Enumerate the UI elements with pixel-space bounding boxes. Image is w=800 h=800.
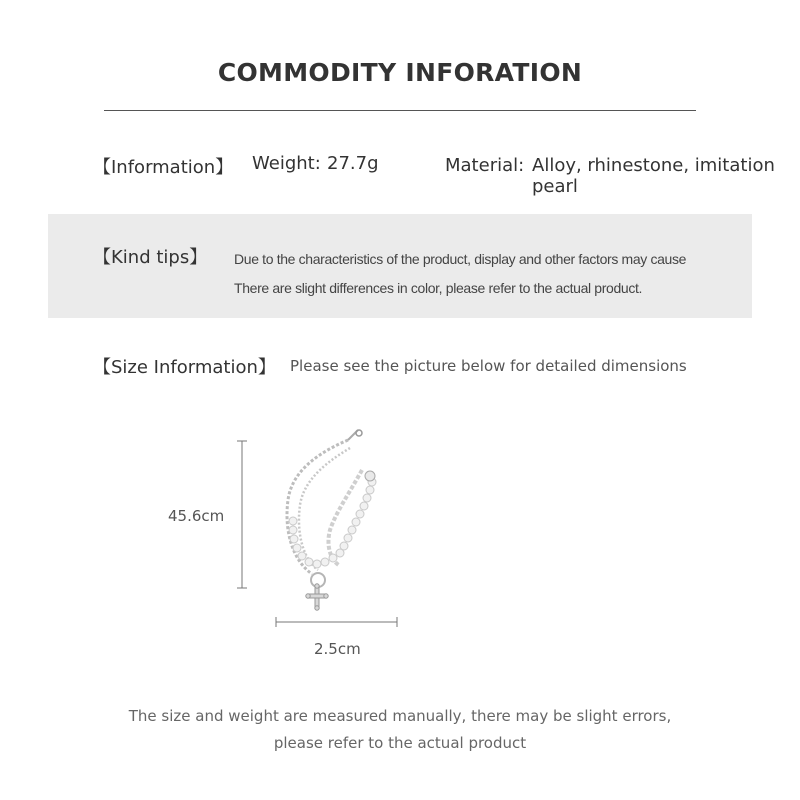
kind-tips-line-1: Due to the characteristics of the product, display and other factors may cause bbox=[234, 251, 687, 267]
material-value: Alloy, rhinestone, imitation pearl bbox=[532, 155, 775, 197]
height-dimension-line bbox=[237, 441, 247, 588]
height-dimension-label: 45.6cm bbox=[168, 507, 225, 525]
weight-label: Weight: bbox=[252, 153, 321, 174]
information-label: 【Information】 bbox=[93, 157, 234, 178]
kind-tips-label: 【Kind tips】 bbox=[93, 247, 208, 268]
size-information-label: 【Size Information】 bbox=[93, 357, 276, 378]
necklace-image bbox=[287, 430, 376, 610]
disclaimer-line-1: The size and weight are measured manually, there may be slight errors, bbox=[128, 707, 672, 725]
kind-tips-line-2: There are slight differences in color, please refer to the actual product. bbox=[234, 280, 643, 296]
page-title: COMMODITY INFORATION bbox=[217, 58, 583, 87]
disclaimer-line-2: please refer to the actual product bbox=[273, 734, 527, 752]
width-dimension-label: 2.5cm bbox=[314, 640, 361, 658]
width-dimension-line bbox=[276, 617, 397, 627]
material-label: Material: bbox=[445, 155, 525, 176]
size-information-note: Please see the picture below for detailed dimensions bbox=[290, 357, 687, 375]
disclaimer bbox=[0, 703, 800, 757]
weight-value: 27.7g bbox=[327, 153, 379, 174]
cross-pendant-icon bbox=[306, 584, 328, 610]
